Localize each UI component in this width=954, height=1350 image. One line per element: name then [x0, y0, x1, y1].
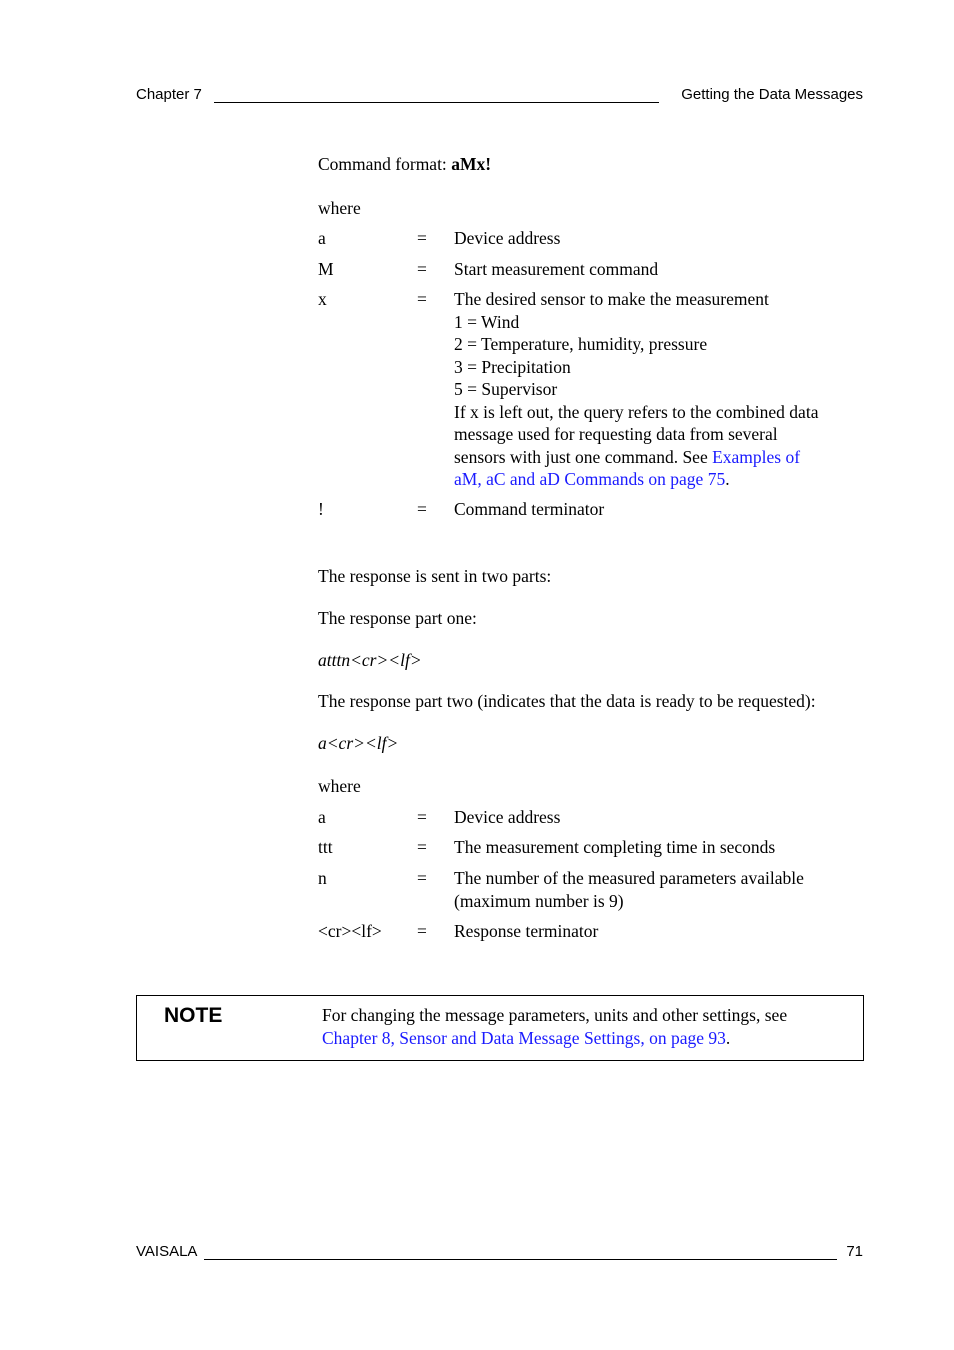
chapter-label: Chapter 7 — [136, 86, 202, 103]
definition-desc: The desired sensor to make the measurement 1 = Wind 2 = Temperature, humidity, pressure 3 = Precipitation 5 = Supervisor If x is left out, the query refers to the combined data message used for requesting data from several sensors with just one command. See Examples of aM, aC and aD Commands on page 75. — [454, 289, 819, 489]
part-two-format: a<cr><lf> — [318, 733, 399, 753]
header-rule — [214, 102, 659, 103]
where-label-2: where — [318, 776, 361, 796]
note-text: For changing the message parameters, units and other settings, see Chapter 8, Sensor and Data Message Settings, on page 93. — [322, 1005, 788, 1048]
where-label-1: where — [318, 198, 361, 218]
chapter-8-link[interactable]: Chapter 8, Sensor and Data Message Settings, on page 93 — [322, 1027, 726, 1048]
note-box — [136, 995, 864, 1061]
part-two-label: The response part two (indicates that the data is ready to be requested): — [318, 691, 816, 711]
chapter-title: Getting the Data Messages — [681, 86, 863, 103]
examples-link-cont[interactable]: aM, aC and aD Commands on page 75 — [454, 469, 726, 489]
command-code: aMx! — [451, 154, 492, 174]
command-format: Command format: aMx! — [318, 154, 492, 174]
response-intro: The response is sent in two parts: — [318, 566, 552, 586]
note-label: NOTE — [164, 1004, 223, 1027]
footer-rule — [204, 1259, 837, 1260]
page-number: 71 — [846, 1243, 863, 1260]
brand-label: VAISALA — [136, 1243, 198, 1260]
page-header — [136, 86, 863, 108]
examples-link[interactable]: Examples of — [712, 446, 801, 467]
page-footer — [136, 1243, 863, 1265]
part-one-format: atttn<cr><lf> — [318, 650, 422, 670]
part-one-label: The response part one: — [318, 608, 477, 628]
